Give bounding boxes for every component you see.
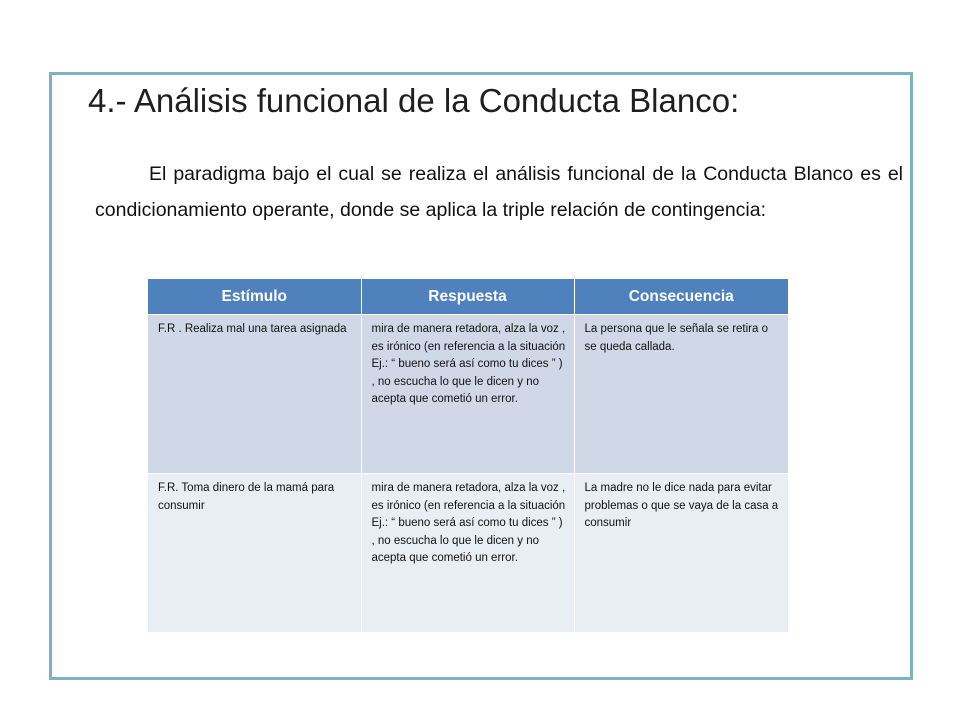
header-estimulo: Estímulo bbox=[148, 279, 361, 315]
table-row bbox=[148, 474, 788, 633]
header-consecuencia: Consecuencia bbox=[574, 279, 788, 315]
cell-respuesta: mira de manera retadora, alza la voz , es irónico (en referencia a la situación Ej.: “ bueno será así como tu dices ” ) , no escucha lo que le dicen y no acepta que cometió un error. bbox=[361, 474, 574, 633]
header-respuesta: Respuesta bbox=[361, 279, 574, 315]
cell-consecuencia: La madre no le dice nada para evitar problemas o que se vaya de la casa a consumir bbox=[574, 474, 788, 633]
intro-paragraph: El paradigma bajo el cual se realiza el análisis funcional de la Conducta Blanco es el condicionamiento operante, donde se aplica la triple relación de contingencia: bbox=[95, 163, 903, 221]
cell-respuesta: mira de manera retadora, alza la voz , es irónico (en referencia a la situación Ej.: “ bueno será así como tu dices ” ) , no escucha lo que le dicen y no acepta que cometió un error. bbox=[361, 315, 574, 474]
table-header-row bbox=[148, 279, 788, 315]
table-row bbox=[148, 315, 788, 474]
cell-consecuencia: La persona que le señala se retira o se queda callada. bbox=[574, 315, 788, 474]
slide-title: 4.- Análisis funcional de la Conducta Blanco: bbox=[88, 82, 740, 119]
cell-estimulo: F.R. Toma dinero de la mamá para consumir bbox=[148, 474, 361, 633]
cell-estimulo: F.R . Realiza mal una tarea asignada bbox=[148, 315, 361, 474]
contingency-table bbox=[148, 279, 788, 632]
